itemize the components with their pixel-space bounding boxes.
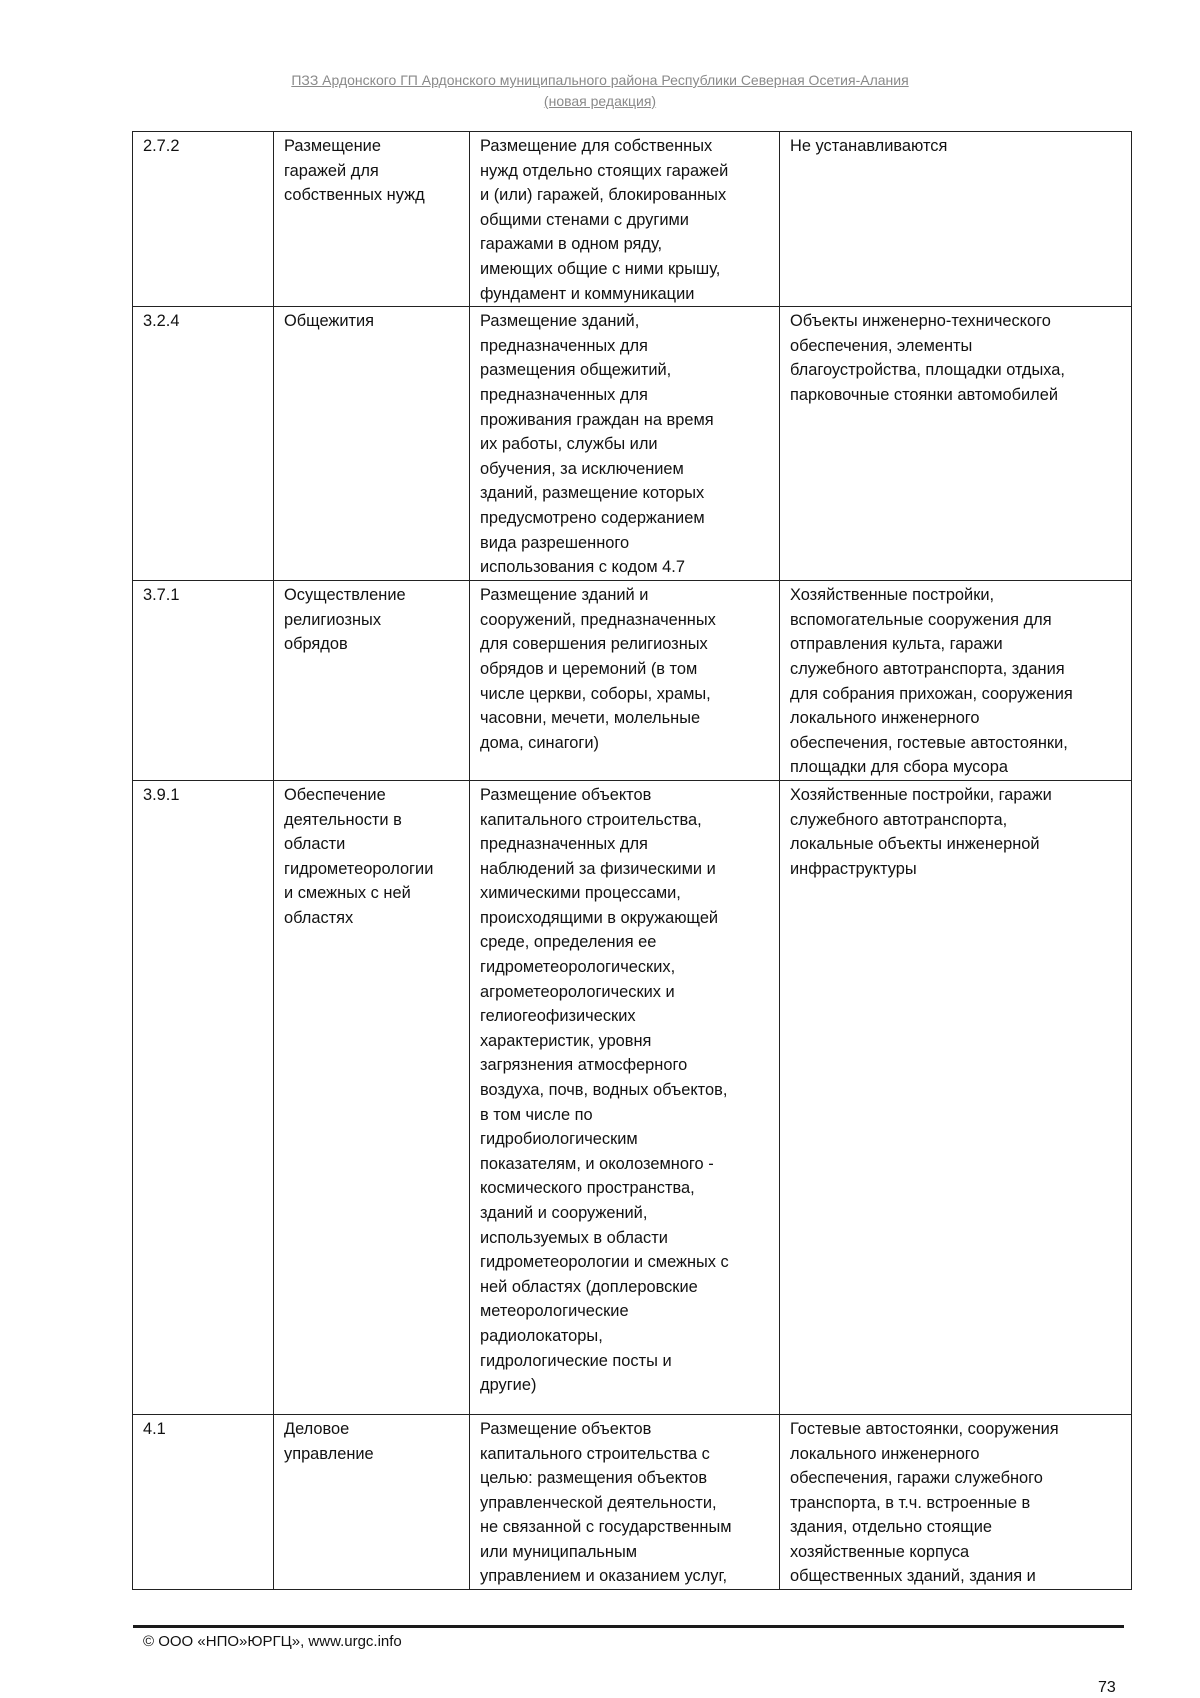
auxiliary-text: Гостевые автостоянки, сооружения локального инженерного обеспечения, гаражи служебного транспорта, в т.ч. встроенные в здания, отдельно стоящие хозяйственные корпуса общественных зданий, здания и — [790, 1419, 1059, 1586]
table-row — [133, 1414, 1132, 1589]
description-cell — [470, 780, 780, 1414]
auxiliary-text: Хозяйственные постройки, вспомогательные сооружения для отправления культа, гаражи служебного автотранспорта, здания для собрания прихожан, сооружения локального инженерного обеспечения, гостевые автостоянки, площадки для сбора мусора — [790, 586, 1073, 777]
land-use-table — [132, 131, 1132, 1590]
footer-divider — [133, 1625, 1124, 1628]
name-text: Обеспечение деятельности в области гидрометеорологии и смежных с ней областях — [284, 785, 434, 927]
code-cell — [133, 307, 274, 581]
description-text: Размещение объектов капитального строительства, предназначенных для наблюдений за физическими и химическими процессами, происходящими в окружающей среде, определения ее гидрометеорологических, агрометеорологических и гелиогеофизических характеристик, уровня загрязнения атмосферного воздуха, почв, водных объектов, в том числе по гидробиологическим показателям, и околоземного - космического пространства, зданий и сооружений, используемых в области гидрометеорологии и смежных с ней областях (доплеровские метеорологические радиолокаторы, гидрологические посты и другие) — [480, 785, 729, 1395]
auxiliary-cell — [780, 581, 1132, 781]
code-cell — [133, 132, 274, 307]
auxiliary-cell — [780, 780, 1132, 1414]
table-row — [133, 780, 1132, 1414]
footer-copyright: © ООО «НПО»ЮРГЦ», www.urgc.info — [143, 1633, 402, 1650]
code-text: 4.1 — [143, 1419, 166, 1438]
auxiliary-cell — [780, 1414, 1132, 1589]
name-text: Осуществление религиозных обрядов — [284, 586, 406, 654]
code-cell — [133, 581, 274, 781]
description-text: Размещение объектов капитального строительства с целью: размещения объектов управленческой деятельности, не связанной с государственным или муниципальным управлением и оказанием услуг, — [480, 1419, 732, 1586]
description-text: Размещение зданий, предназначенных для размещения общежитий, предназначенных для проживания граждан на время их работы, службы или обучения, за исключением зданий, размещение которых предусмотрено содержанием вида разрешенного использования с кодом 4.7 — [480, 312, 714, 577]
auxiliary-text: Хозяйственные постройки, гаражи служебного автотранспорта, локальные объекты инженерной инфраструктуры — [790, 785, 1052, 878]
name-cell — [274, 307, 470, 581]
table-row — [133, 132, 1132, 307]
table-row — [133, 307, 1132, 581]
auxiliary-text: Объекты инженерно-технического обеспечения, элементы благоустройства, площадки отдыха, парковочные стоянки автомобилей — [790, 312, 1065, 404]
name-text: Деловое управление — [284, 1419, 374, 1463]
name-text: Общежития — [284, 312, 375, 331]
code-text: 3.7.1 — [143, 586, 180, 605]
description-cell — [470, 132, 780, 307]
name-cell — [274, 581, 470, 781]
auxiliary-cell — [780, 307, 1132, 581]
description-text: Размещение зданий и сооружений, предназначенных для совершения религиозных обрядов и церемоний (в том числе церкви, соборы, храмы, часовни, мечети, молельные дома, синагоги) — [480, 586, 716, 752]
description-cell — [470, 581, 780, 781]
name-cell — [274, 780, 470, 1414]
name-cell — [274, 1414, 470, 1589]
auxiliary-text: Не устанавливаются — [790, 137, 948, 155]
code-text: 2.7.2 — [143, 137, 180, 155]
name-cell — [274, 132, 470, 307]
page-number: 73 — [1098, 1679, 1116, 1696]
auxiliary-cell — [780, 132, 1132, 307]
name-text: Размещение гаражей для собственных нужд — [284, 137, 425, 205]
header-title: ПЗЗ Ардонского ГП Ардонского муниципального района Республики Северная Осетия-Алания — [291, 72, 909, 88]
code-cell — [133, 1414, 274, 1589]
code-cell — [133, 780, 274, 1414]
code-text: 3.9.1 — [143, 785, 180, 804]
description-cell — [470, 1414, 780, 1589]
description-cell — [470, 307, 780, 581]
table-row — [133, 581, 1132, 781]
code-text: 3.2.4 — [143, 312, 180, 331]
header-subtitle: (новая редакция) — [543, 93, 657, 109]
document-header — [0, 70, 1200, 112]
description-text: Размещение для собственных нужд отдельно стоящих гаражей и (или) гаражей, блокированных общими стенами с другими гаражами в одном ряду, имеющих общие с ними крышу, фундамент и коммуникации — [480, 137, 729, 303]
